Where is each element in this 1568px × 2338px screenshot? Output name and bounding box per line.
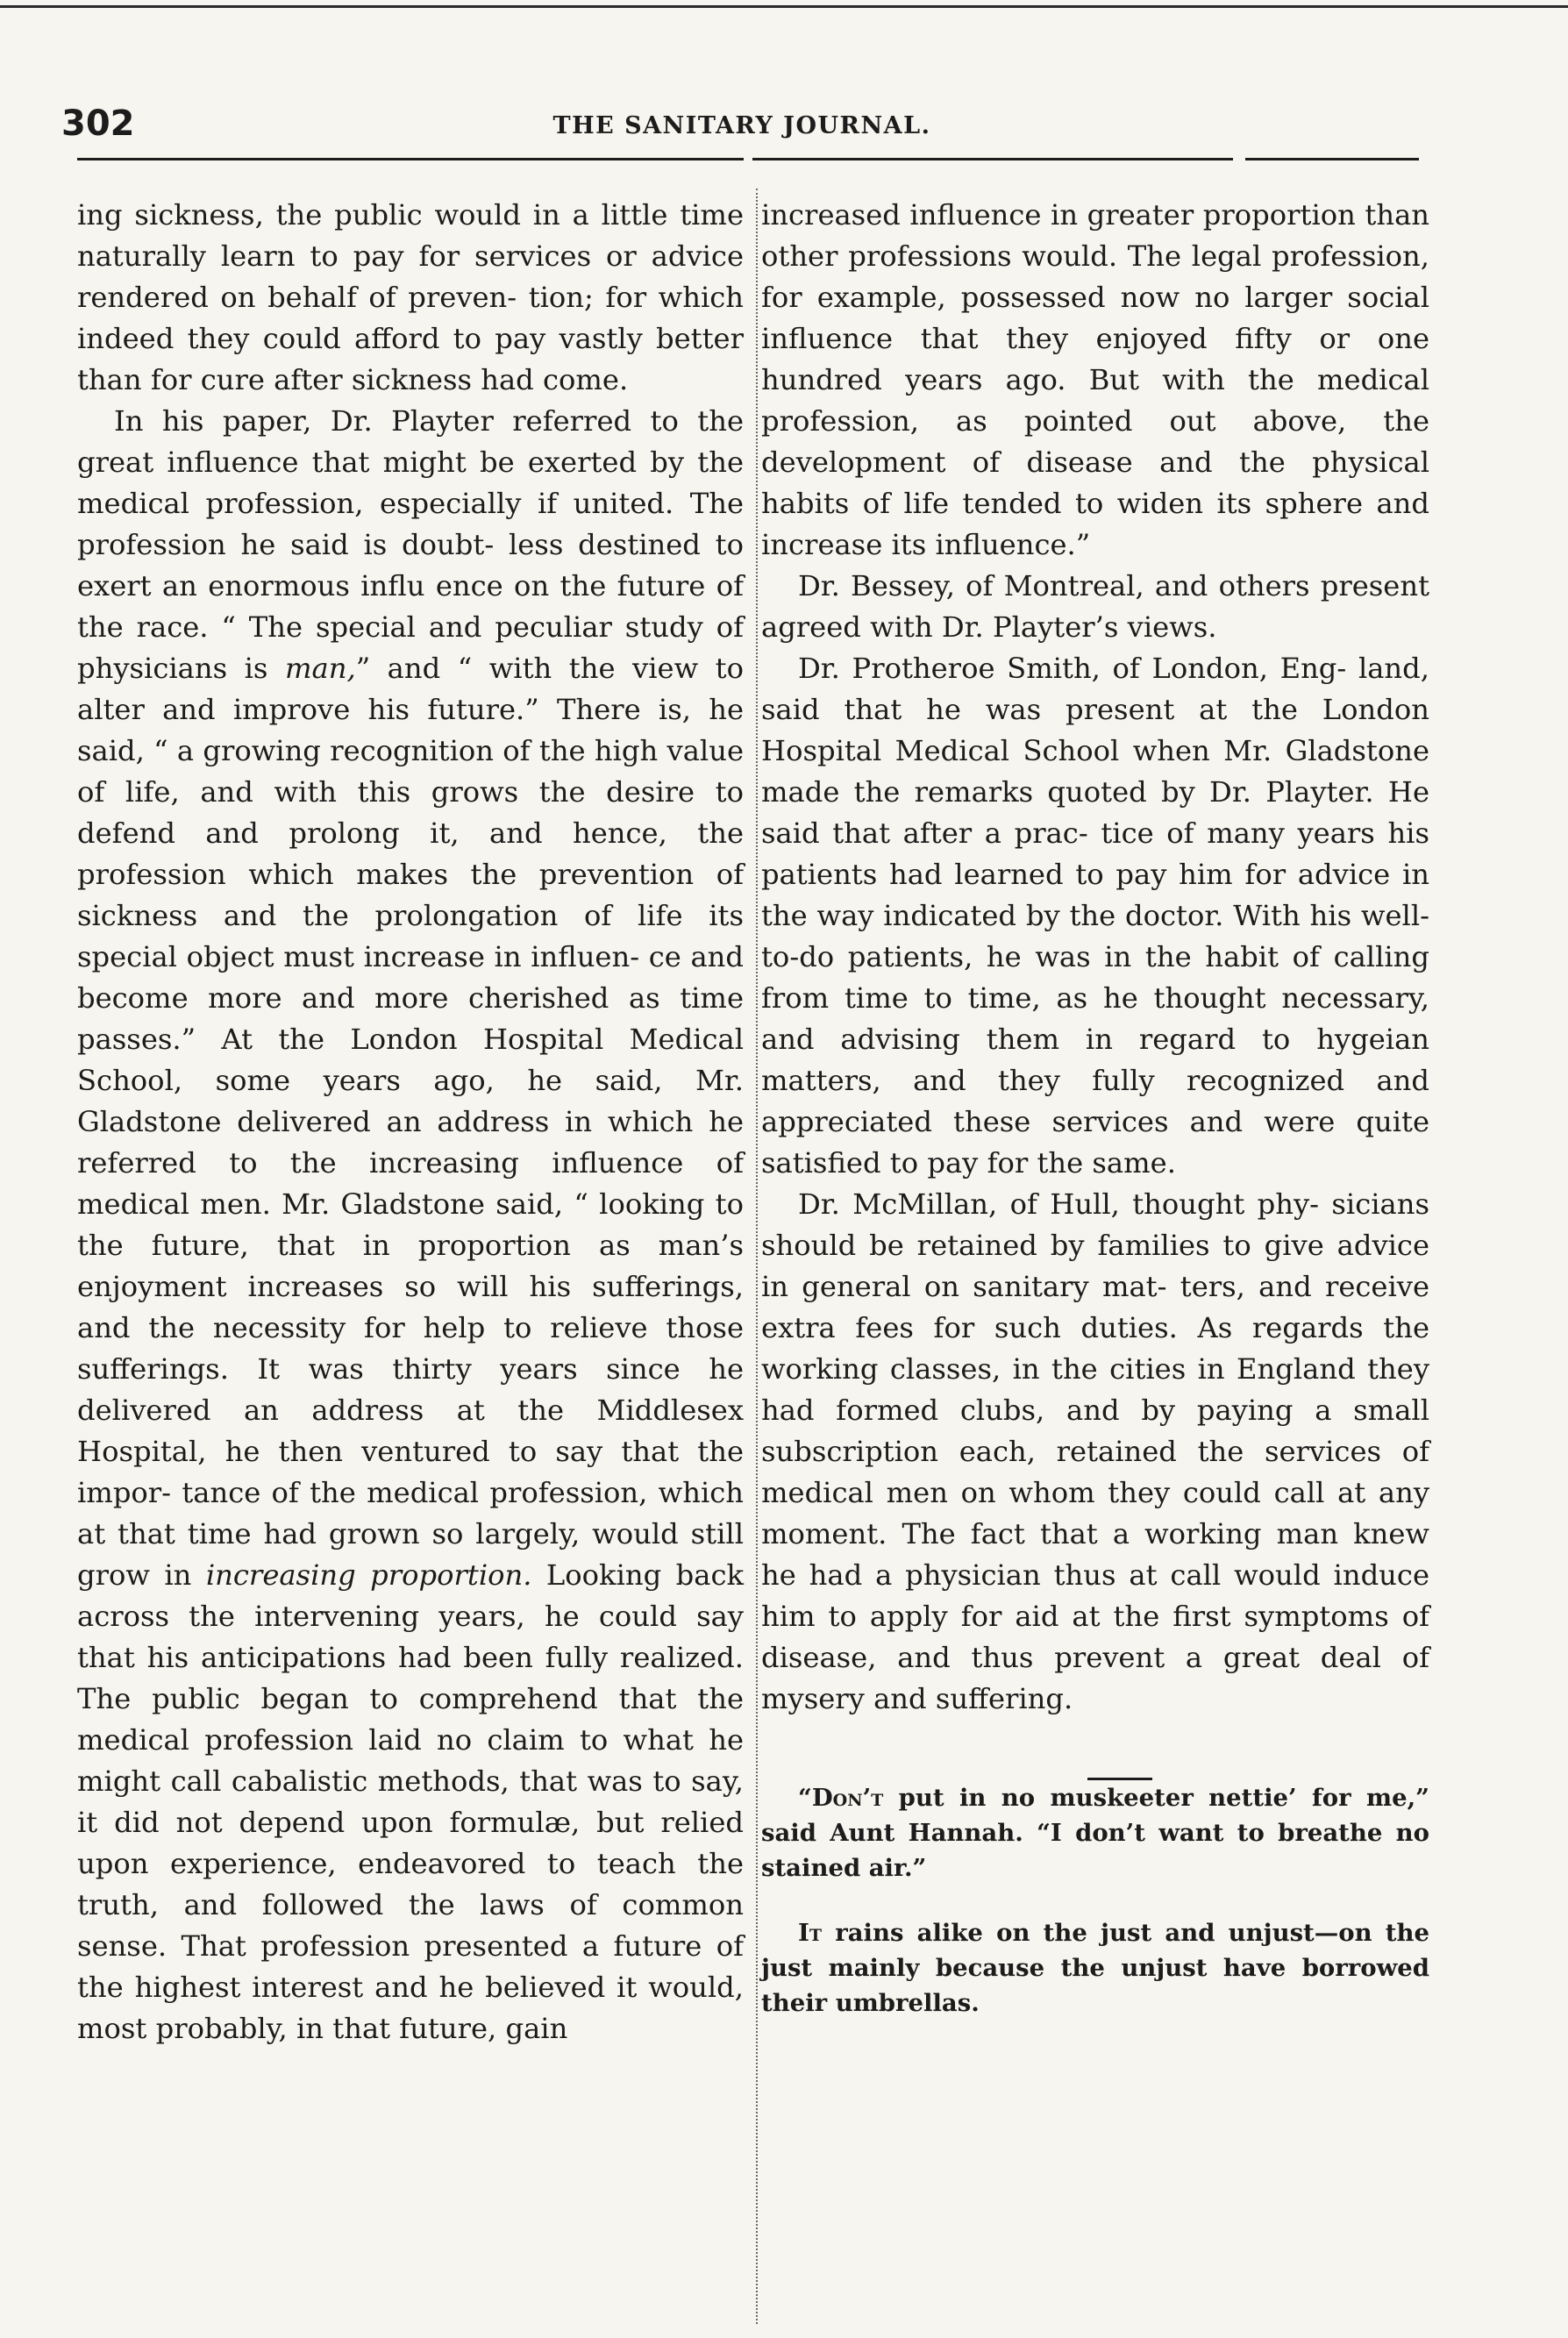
text-run: Looking back across the intervening years, he could say that his anticipations had been fully realized. The public began to comprehend that the medical profession laid no claim to what he might call cabalistic methods, that was to say, it did not depend upon formulæ, but relied upon experience, endeavored to teach the truth, and followed the laws of common sense. That profession presented a future of the highest interest and he believed it would, most probably, in that future, gain <box>77 1558 744 2045</box>
note-text: rains alike on the just and unjust—on the just mainly because the unjust have borrowed their umbrellas. <box>761 1919 1429 2017</box>
italic-text: increasing proportion. <box>205 1558 532 1592</box>
note-lead: It <box>798 1919 823 1947</box>
page-header <box>61 103 1422 156</box>
note-umbrellas <box>761 1915 1429 2021</box>
column-divider <box>756 189 759 2324</box>
paragraph-playter-paper <box>77 401 744 2049</box>
header-rule-right <box>1245 158 1419 160</box>
page-number: 302 <box>61 103 135 144</box>
italic-text: man, <box>285 652 356 685</box>
paragraph-mcmillan: Dr. McMillan, of Hull, thought phy- sicians should be retained by families to give advice in general on sanitary mat- ters, and receive extra fees for such duties. As regards the working classes, in the cities in England they had formed clubs, and by paying a small subscription each, retained the services of medical men on whom they could call at any moment. The fact that a working man knew he had a physician thus at call would induce him to apply for aid at the first symptoms of disease, and thus prevent a great deal of mysery and suffering. <box>761 1187 1429 1715</box>
header-rule-left <box>77 158 744 160</box>
left-column <box>77 195 744 2049</box>
text-run: In his paper, Dr. Playter referred to the great influence that might be exerted by the medical profession, especially if united. The profession he said is doubt- less destined to exert an enormous influ ence on the future of the race. “ The special and peculiar study of physicians is <box>77 404 744 685</box>
right-column <box>761 195 1429 2021</box>
note-aunt-hannah <box>761 1780 1429 1885</box>
note-text: put in no muskeeter nettie’ for me,” said Aunt Hannah. “I don’t want to breathe no stained air.” <box>761 1784 1429 1882</box>
paragraph-continuation: ing sickness, the public would in a little time naturally learn to pay for services or advice rendered on behalf of preven- tion; for which indeed they could afford to pay vastly better than for cure after sickness had come. <box>77 198 744 396</box>
note-lead: “Don’t <box>798 1784 884 1812</box>
paragraph-protheroe-smith: Dr. Protheroe Smith, of London, Eng- land, said that he was present at the London Hospital Medical School when Mr. Gladstone made the remarks quoted by Dr. Playter. He said that after a prac- tice of many years his patients had learned to pay him for advice in the way indicated by the doctor. With his well- to-do patients, he was in the habit of calling from time to time, as he thought necessary, and advising them in regard to hygeian matters, and they fully recognized and appreciated these services and were quite satisfied to pay for the same. <box>761 652 1429 1180</box>
top-border-rule <box>0 5 1568 8</box>
journal-title: THE SANITARY JOURNAL. <box>552 112 931 139</box>
text-run: ” and “ with the view to alter and improve his future.” There is, he said, “ a growing recognition of the high value of life, and with this grows the desire to defend and prolong it, and hence, the profession which makes the prevention of sickness and the prolongation of life its special object must increase in influen- ce and become more and more cherished as time passes.” At the London Hospital Medical School, some years ago, he said, Mr. Gladstone delivered an address in which he referred to the increasing influence of medical men. Mr. Gladstone said, “ looking to the future, that in proportion as man’s enjoyment increases so will his sufferings, and the necessity for help to relieve those sufferings. It was thirty years since he delivered an address at the Middlesex Hospital, he then ventured to say that the impor- tance of the medical profession, which at that time had grown so largely, would still grow in <box>77 652 744 1592</box>
paragraph-continuation: increased influence in greater proportion than other professions would. The legal profession, for example, possessed now no larger social influence that they enjoyed fifty or one hundred years ago. But with the medical profession, as pointed out above, the development of disease and the physical habits of life tended to widen its sphere and increase its influence.” <box>761 198 1429 561</box>
header-rule-middle <box>752 158 1233 160</box>
paragraph-bessey: Dr. Bessey, of Montreal, and others present agreed with Dr. Playter’s views. <box>761 569 1429 644</box>
